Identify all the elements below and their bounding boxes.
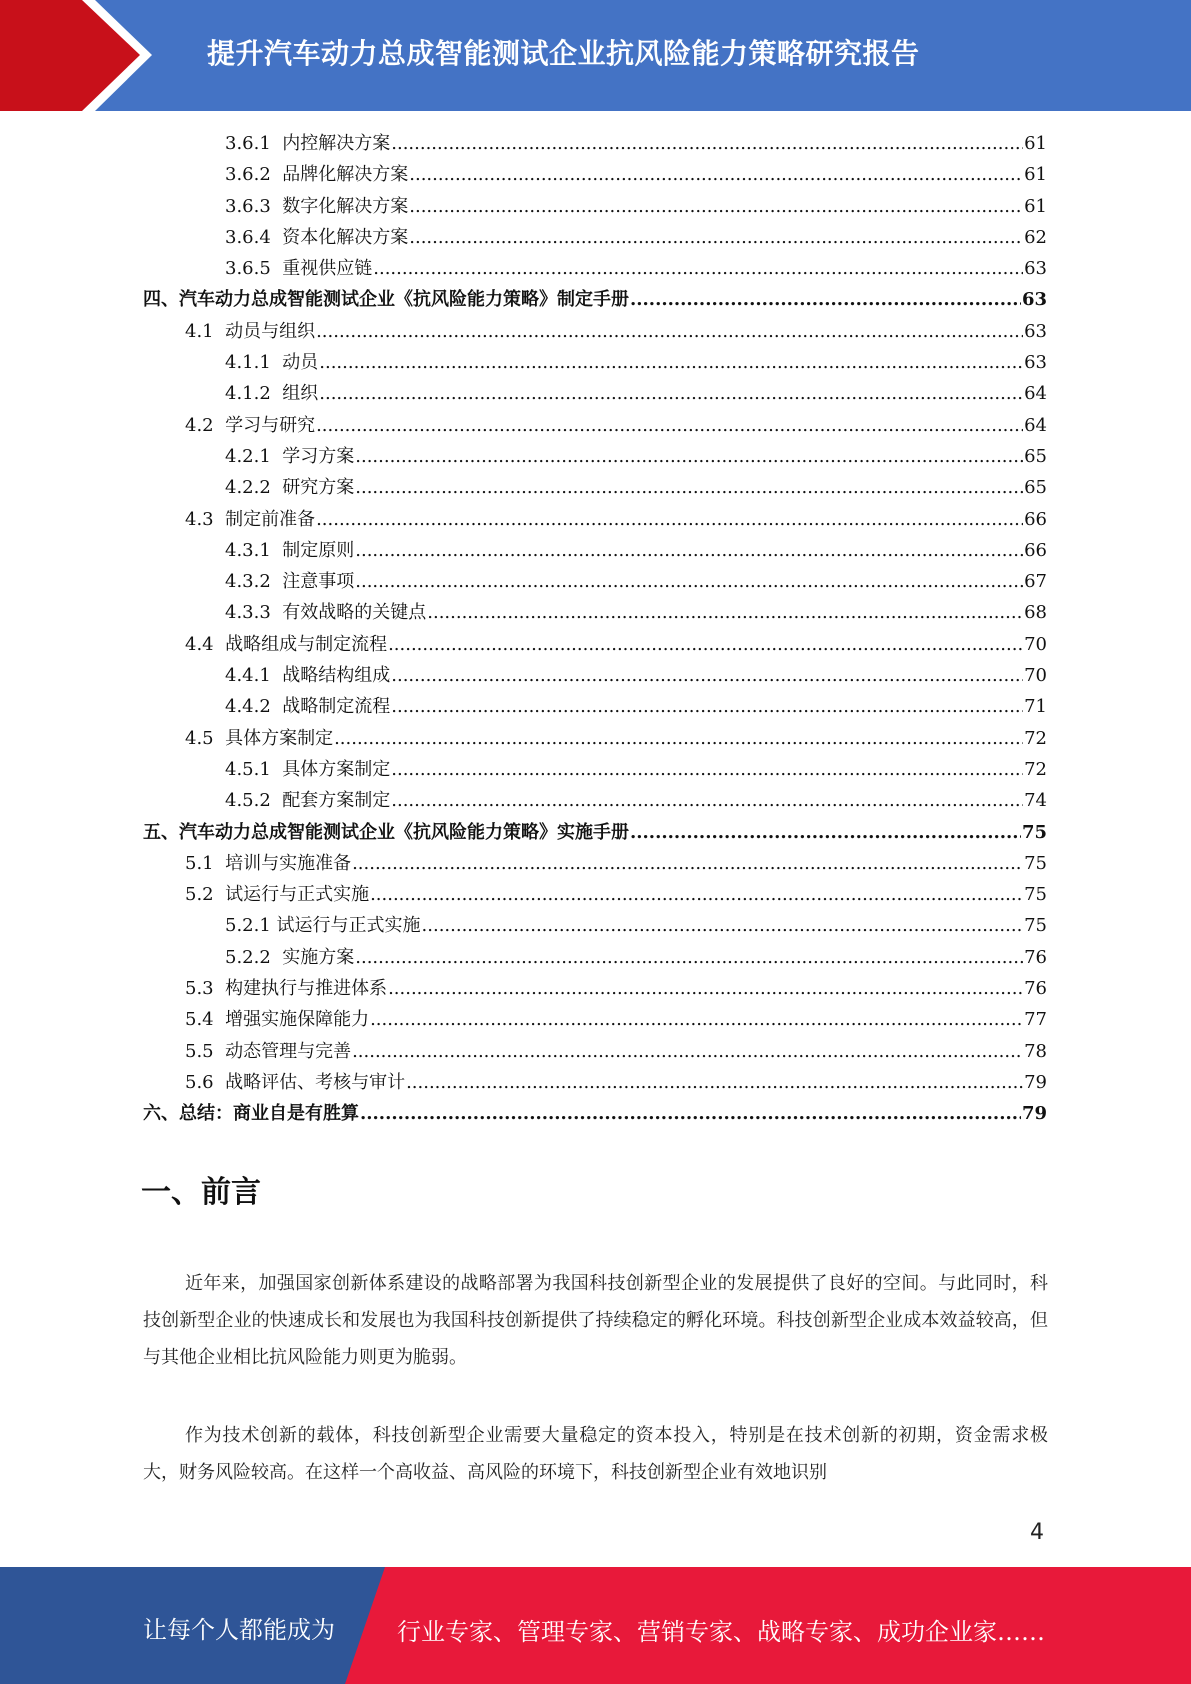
toc-dot-leader bbox=[355, 472, 1023, 503]
toc-entry-row[interactable] bbox=[185, 973, 1047, 1004]
toc-entry-number: 5.5 bbox=[185, 1040, 226, 1062]
toc-entry[interactable] bbox=[0, 879, 1191, 910]
toc-entry-row[interactable] bbox=[143, 1098, 1047, 1129]
toc-entry[interactable] bbox=[0, 973, 1191, 1004]
toc-entry[interactable] bbox=[0, 691, 1191, 722]
toc-entry[interactable] bbox=[0, 159, 1191, 190]
toc-page-number: 75 bbox=[1021, 821, 1047, 843]
toc-entry-title: 培训与实施准备 bbox=[225, 852, 352, 874]
toc-page-number: 61 bbox=[1024, 133, 1047, 154]
toc-entry[interactable] bbox=[0, 566, 1191, 597]
toc-entry-row[interactable] bbox=[225, 660, 1047, 691]
toc-page-number: 64 bbox=[1024, 414, 1047, 436]
toc-page-number: 70 bbox=[1024, 665, 1047, 687]
toc-page-number: 63 bbox=[1024, 320, 1047, 342]
toc-entry-title: 动员与组织 bbox=[225, 320, 316, 342]
toc-dot-leader bbox=[355, 566, 1023, 597]
toc-dot-leader bbox=[319, 378, 1023, 409]
toc-entry-number: 5.4 bbox=[185, 1009, 226, 1031]
toc-entry-number: 4.4.2 bbox=[225, 696, 283, 718]
toc-page-number: 75 bbox=[1024, 915, 1047, 937]
toc-entry[interactable] bbox=[0, 1098, 1191, 1129]
toc-entry-title: 战略制定流程 bbox=[282, 696, 391, 718]
header-arrow-icon bbox=[0, 0, 140, 111]
section-heading: 一、前言 bbox=[141, 1175, 261, 1210]
toc-dot-leader bbox=[630, 284, 1021, 315]
toc-entry-number: 3.6.3 bbox=[225, 195, 283, 217]
toc-entry-title: 具体方案制定 bbox=[282, 758, 391, 780]
footer-slogan-left: 让每个人都能成为 bbox=[143, 1616, 335, 1644]
toc-page-number: 61 bbox=[1024, 164, 1047, 186]
toc-entry[interactable] bbox=[0, 817, 1191, 848]
toc-entry-number: 4.2.2 bbox=[225, 477, 283, 499]
toc-dot-leader bbox=[391, 785, 1023, 816]
toc-dot-leader bbox=[355, 942, 1023, 973]
toc-entry-number: 3.6.2 bbox=[225, 164, 283, 186]
toc-entry-title: 战略评估、考核与审计 bbox=[225, 1071, 406, 1093]
toc-page-number: 68 bbox=[1024, 602, 1047, 624]
toc-dot-leader bbox=[370, 879, 1023, 910]
toc-entry-title: 数字化解决方案 bbox=[282, 195, 409, 217]
toc-dot-leader bbox=[391, 691, 1023, 722]
toc-entry-title: 战略组成与制定流程 bbox=[225, 633, 388, 655]
toc-entry-row[interactable] bbox=[225, 910, 1047, 941]
toc-entry[interactable] bbox=[0, 660, 1191, 691]
toc-dot-leader bbox=[319, 347, 1023, 378]
toc-entry-title: 实施方案 bbox=[282, 946, 355, 968]
toc-entry-row[interactable] bbox=[143, 284, 1047, 315]
toc-entry-title: 品牌化解决方案 bbox=[282, 164, 409, 186]
toc-entry-title: 五、汽车动力总成智能测试企业《抗风险能力策略》实施手册 bbox=[143, 821, 629, 843]
toc-entry-title: 注意事项 bbox=[282, 571, 355, 593]
toc-entry-title: 制定原则 bbox=[282, 539, 355, 561]
toc-entry-title: 组织 bbox=[282, 383, 319, 405]
toc-dot-leader bbox=[373, 253, 1023, 284]
toc-entry[interactable] bbox=[0, 504, 1191, 535]
toc-entry-row[interactable] bbox=[185, 1067, 1047, 1098]
toc-dot-leader bbox=[391, 754, 1023, 785]
toc-entry-number: 5.2.1 bbox=[225, 915, 277, 937]
page-number: 4 bbox=[1030, 1520, 1044, 1545]
toc-entry-row[interactable] bbox=[225, 754, 1047, 785]
toc-entry-row[interactable] bbox=[185, 1004, 1047, 1035]
toc-entry-number: 5.3 bbox=[185, 978, 226, 1000]
toc-dot-leader bbox=[316, 504, 1023, 535]
table-of-contents bbox=[0, 128, 1191, 1130]
toc-page-number: 62 bbox=[1024, 226, 1047, 248]
toc-dot-leader bbox=[427, 597, 1023, 628]
toc-entry-row[interactable] bbox=[225, 128, 1047, 159]
page-header bbox=[0, 0, 1191, 111]
toc-dot-leader bbox=[406, 1067, 1023, 1098]
toc-dot-leader bbox=[388, 973, 1023, 1004]
toc-entry[interactable] bbox=[0, 347, 1191, 378]
toc-entry-row[interactable] bbox=[225, 691, 1047, 722]
toc-dot-leader bbox=[630, 817, 1021, 848]
toc-dot-leader bbox=[316, 410, 1023, 441]
toc-entry-title: 试运行与正式实施 bbox=[225, 884, 370, 906]
toc-dot-leader bbox=[409, 159, 1023, 190]
toc-entry[interactable] bbox=[0, 253, 1191, 284]
toc-entry[interactable] bbox=[0, 472, 1191, 503]
toc-dot-leader bbox=[391, 128, 1023, 159]
toc-entry-row[interactable] bbox=[185, 504, 1047, 535]
toc-entry-title: 动员 bbox=[282, 352, 319, 374]
toc-entry-row[interactable] bbox=[225, 942, 1047, 973]
toc-entry-title: 六、总结：商业自是有胜算 bbox=[143, 1103, 359, 1125]
toc-page-number: 63 bbox=[1021, 289, 1047, 311]
toc-entry-row[interactable] bbox=[225, 785, 1047, 816]
toc-entry-row[interactable] bbox=[143, 817, 1047, 848]
toc-page-number: 64 bbox=[1024, 383, 1047, 405]
toc-entry-number: 4.5 bbox=[185, 727, 226, 749]
toc-entry-number: 5.1 bbox=[185, 852, 226, 874]
toc-entry-title: 学习方案 bbox=[282, 445, 355, 467]
toc-entry-title: 试运行与正式实施 bbox=[276, 915, 421, 937]
toc-entry[interactable] bbox=[0, 1004, 1191, 1035]
toc-page-number: 72 bbox=[1024, 758, 1047, 780]
page-footer bbox=[0, 1567, 1191, 1684]
toc-dot-leader bbox=[370, 1004, 1023, 1035]
toc-page-number: 66 bbox=[1024, 539, 1047, 561]
toc-entry[interactable] bbox=[0, 848, 1191, 879]
toc-page-number: 67 bbox=[1024, 571, 1047, 593]
toc-entry[interactable] bbox=[0, 597, 1191, 628]
toc-entry-row[interactable] bbox=[225, 535, 1047, 566]
toc-entry-number: 4.4 bbox=[185, 633, 226, 655]
toc-entry[interactable] bbox=[0, 284, 1191, 315]
toc-entry-row[interactable] bbox=[225, 597, 1047, 628]
toc-entry-title: 动态管理与完善 bbox=[225, 1040, 352, 1062]
toc-entry[interactable] bbox=[0, 410, 1191, 441]
toc-entry-title: 构建执行与推进体系 bbox=[225, 978, 388, 1000]
toc-entry[interactable] bbox=[0, 191, 1191, 222]
toc-entry-title: 四、汽车动力总成智能测试企业《抗风险能力策略》制定手册 bbox=[143, 289, 629, 311]
toc-page-number: 76 bbox=[1024, 978, 1047, 1000]
toc-entry[interactable] bbox=[0, 535, 1191, 566]
toc-entry-title: 配套方案制定 bbox=[282, 790, 391, 812]
toc-page-number: 77 bbox=[1024, 1009, 1047, 1031]
toc-entry[interactable] bbox=[0, 723, 1191, 754]
toc-page-number: 79 bbox=[1024, 1071, 1047, 1093]
toc-entry-row[interactable] bbox=[225, 253, 1047, 284]
toc-entry-number: 4.2 bbox=[185, 414, 226, 436]
toc-entry-title: 增强实施保障能力 bbox=[225, 1009, 370, 1031]
toc-entry-number: 4.3.3 bbox=[225, 602, 283, 624]
toc-page-number: 63 bbox=[1024, 352, 1047, 374]
toc-entry-number: 5.2 bbox=[185, 884, 226, 906]
toc-entry-row[interactable] bbox=[185, 879, 1047, 910]
toc-entry-number: 3.6.4 bbox=[225, 226, 283, 248]
toc-page-number: 79 bbox=[1021, 1103, 1047, 1125]
toc-entry-row[interactable] bbox=[225, 347, 1047, 378]
toc-entry-title: 制定前准备 bbox=[225, 508, 316, 530]
toc-page-number: 71 bbox=[1024, 696, 1047, 718]
toc-dot-leader bbox=[352, 848, 1023, 879]
toc-entry-row[interactable] bbox=[225, 191, 1047, 222]
toc-dot-leader bbox=[316, 316, 1023, 347]
toc-entry-title: 资本化解决方案 bbox=[282, 226, 409, 248]
toc-entry[interactable] bbox=[0, 754, 1191, 785]
toc-entry-title: 有效战略的关键点 bbox=[282, 602, 427, 624]
toc-entry[interactable] bbox=[0, 222, 1191, 253]
toc-page-number: 66 bbox=[1024, 508, 1047, 530]
footer-slogan-right: 行业专家、管理专家、营销专家、战略专家、成功企业家…… bbox=[397, 1618, 1045, 1646]
toc-entry-title: 具体方案制定 bbox=[225, 727, 334, 749]
toc-dot-leader bbox=[422, 910, 1024, 941]
toc-entry[interactable] bbox=[0, 785, 1191, 816]
toc-entry[interactable] bbox=[0, 910, 1191, 941]
toc-entry-number: 4.3 bbox=[185, 508, 226, 530]
toc-entry-number: 4.1.1 bbox=[225, 352, 283, 374]
body-paragraph: 近年来，加强国家创新体系建设的战略部署为我国科技创新型企业的发展提供了良好的空间。与此同时，科技创新型企业的快速成长和发展也为我国科技创新提供了持续稳定的孵化环境。科技创新型企业成本效益较高，但与其他企业相比抗风险能力则更为脆弱。 bbox=[143, 1273, 1048, 1368]
toc-entry[interactable] bbox=[0, 128, 1191, 159]
toc-page-number: 78 bbox=[1024, 1040, 1047, 1062]
toc-entry-number: 4.1 bbox=[185, 320, 226, 342]
toc-entry-row[interactable] bbox=[225, 472, 1047, 503]
toc-dot-leader bbox=[352, 1036, 1023, 1067]
toc-entry[interactable] bbox=[0, 1036, 1191, 1067]
toc-dot-leader bbox=[409, 222, 1023, 253]
toc-entry-number: 4.3.2 bbox=[225, 571, 283, 593]
toc-entry-row[interactable] bbox=[185, 316, 1047, 347]
toc-entry-row[interactable] bbox=[225, 159, 1047, 190]
toc-entry[interactable] bbox=[0, 1067, 1191, 1098]
toc-page-number: 61 bbox=[1024, 195, 1047, 217]
report-title: 提升汽车动力总成智能测试企业抗风险能力策略研究报告 bbox=[207, 37, 920, 70]
toc-entry-row[interactable] bbox=[225, 378, 1047, 409]
toc-entry-row[interactable] bbox=[225, 222, 1047, 253]
toc-entry-title: 战略结构组成 bbox=[282, 665, 391, 687]
toc-entry-title: 内控解决方案 bbox=[282, 133, 391, 154]
toc-entry-title: 重视供应链 bbox=[282, 258, 373, 280]
toc-dot-leader bbox=[360, 1098, 1021, 1129]
toc-entry-row[interactable] bbox=[185, 723, 1047, 754]
toc-entry-title: 研究方案 bbox=[282, 477, 355, 499]
toc-dot-leader bbox=[409, 191, 1023, 222]
toc-entry-row[interactable] bbox=[185, 1036, 1047, 1067]
toc-entry-row[interactable] bbox=[225, 441, 1047, 472]
toc-page-number: 63 bbox=[1024, 258, 1047, 280]
toc-entry[interactable] bbox=[0, 441, 1191, 472]
toc-dot-leader bbox=[391, 660, 1023, 691]
toc-entry-number: 4.5.2 bbox=[225, 790, 283, 812]
toc-entry-number: 3.6.5 bbox=[225, 258, 283, 280]
toc-page-number: 65 bbox=[1024, 445, 1047, 467]
toc-entry-title: 学习与研究 bbox=[225, 414, 316, 436]
toc-entry-number: 4.1.2 bbox=[225, 383, 283, 405]
toc-dot-leader bbox=[334, 723, 1023, 754]
toc-entry-number: 4.4.1 bbox=[225, 665, 283, 687]
toc-entry-number: 3.6.1 bbox=[225, 133, 283, 154]
toc-page-number: 75 bbox=[1024, 852, 1047, 874]
toc-page-number: 70 bbox=[1024, 633, 1047, 655]
toc-entry-number: 4.2.1 bbox=[225, 445, 283, 467]
body-paragraph: 作为技术创新的载体，科技创新型企业需要大量稳定的资本投入，特别是在技术创新的初期，资金需求极大，财务风险较高。在这样一个高收益、高风险的环境下，科技创新型企业有效地识别 bbox=[143, 1425, 1048, 1483]
toc-dot-leader bbox=[355, 441, 1023, 472]
toc-dot-leader bbox=[388, 629, 1023, 660]
toc-entry[interactable] bbox=[0, 316, 1191, 347]
toc-page-number: 74 bbox=[1024, 790, 1047, 812]
toc-entry-row[interactable] bbox=[225, 566, 1047, 597]
toc-entry-row[interactable] bbox=[185, 848, 1047, 879]
toc-page-number: 76 bbox=[1024, 946, 1047, 968]
toc-entry[interactable] bbox=[0, 942, 1191, 973]
toc-page-number: 75 bbox=[1024, 884, 1047, 906]
toc-entry-row[interactable] bbox=[185, 410, 1047, 441]
toc-page-number: 65 bbox=[1024, 477, 1047, 499]
toc-entry-number: 5.6 bbox=[185, 1071, 226, 1093]
toc-entry-row[interactable] bbox=[185, 629, 1047, 660]
toc-entry[interactable] bbox=[0, 629, 1191, 660]
toc-page-number: 72 bbox=[1024, 727, 1047, 749]
toc-entry-number: 4.3.1 bbox=[225, 539, 283, 561]
toc-dot-leader bbox=[355, 535, 1023, 566]
toc-entry[interactable] bbox=[0, 378, 1191, 409]
toc-entry-number: 4.5.1 bbox=[225, 758, 283, 780]
toc-entry-number: 5.2.2 bbox=[225, 946, 283, 968]
